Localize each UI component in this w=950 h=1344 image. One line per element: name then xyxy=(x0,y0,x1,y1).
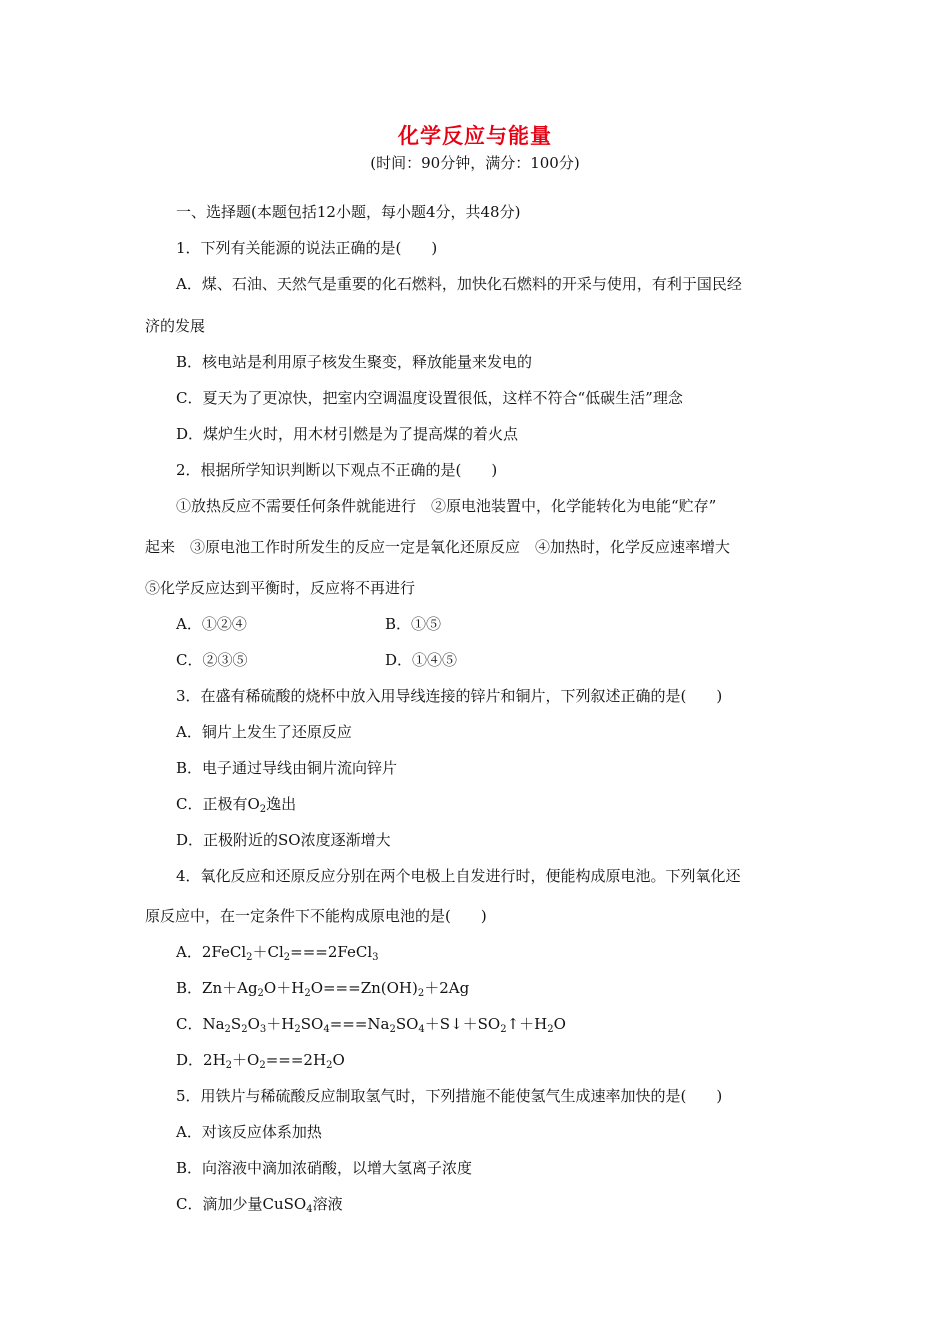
q2-statement-line-1: ①放热反应不需要任何条件就能进行 ②原电池装置中，化学能转化为电能“贮存” xyxy=(176,497,717,515)
q3-option-d: D．正极附近的SO浓度逐渐增大 xyxy=(176,831,391,849)
q5-stem: 5．用铁片与稀硫酸反应制取氢气时，下列措施不能使氢气生成速率加快的是( ) xyxy=(176,1087,723,1105)
q3-option-b: B．电子通过导线由铜片流向锌片 xyxy=(176,759,398,777)
q4-option-d: D．$2H_2+O_2===2H_2O$ xyxy=(176,1051,345,1071)
q1-option-a: A．煤、石油、天然气是重要的化石燃料，加快化石燃料的开采与使用，有利于国民经 xyxy=(176,275,742,293)
q2-option-c: C．②③⑤ xyxy=(176,651,248,669)
q5-option-c: C．滴加少量CuSO$_4$溶液 xyxy=(176,1195,343,1215)
q1-option-d: D．煤炉生火时，用木材引燃是为了提高煤的着火点 xyxy=(176,425,519,443)
q2-option-a: A．①②④ xyxy=(176,615,247,633)
q3-option-a: A．铜片上发生了还原反应 xyxy=(176,723,352,741)
q2-option-b: B．①⑤ xyxy=(385,615,442,633)
q1-stem: 1．下列有关能源的说法正确的是( ) xyxy=(176,239,438,257)
q4-option-a: A．$2FeCl_2+Cl_2===2FeCl_3$ xyxy=(176,943,379,963)
q5-option-b: B．向溶液中滴加浓硝酸，以增大氢离子浓度 xyxy=(176,1159,473,1177)
q4-stem: 4．氧化反应和还原反应分别在两个电极上自发进行时，便能构成原电池。下列氧化还 xyxy=(176,867,741,885)
q1-option-c: C．夏天为了更凉快，把室内空调温度设置很低，这样不符合“低碳生活”理念 xyxy=(176,389,683,407)
q2-option-d: D．①④⑤ xyxy=(385,651,458,669)
q1-option-a-cont: 济的发展 xyxy=(145,317,206,335)
q2-statement-line-3: ⑤化学反应达到平衡时，反应将不再进行 xyxy=(145,579,416,597)
q2-stem: 2．根据所学知识判断以下观点不正确的是( ) xyxy=(176,461,498,479)
page-title: 化学反应与能量 xyxy=(398,124,552,148)
q1-option-b: B．核电站是利用原子核发生聚变，释放能量来发电的 xyxy=(176,353,533,371)
q4-option-c: C．$Na_2S_2O_3+H_2SO_4===Na_2SO_4+S↓+SO_2↑+H_2O$ xyxy=(176,1015,566,1035)
section-heading: 一、选择题(本题包括12小题，每小题4分，共48分) xyxy=(176,203,521,221)
page-subtitle: (时间：90分钟，满分：100分) xyxy=(370,154,580,172)
q2-statement-line-2: 起来 ③原电池工作时所发生的反应一定是氧化还原反应 ④加热时，化学反应速率增大 xyxy=(145,538,731,556)
q3-stem: 3．在盛有稀硫酸的烧杯中放入用导线连接的锌片和铜片，下列叙述正确的是( ) xyxy=(176,687,723,705)
q3-option-c: C．正极有$O_2$逸出 xyxy=(176,795,297,815)
q4-stem-cont: 原反应中，在一定条件下不能构成原电池的是( ) xyxy=(145,907,487,925)
q5-option-a: A．对该反应体系加热 xyxy=(176,1123,322,1141)
q4-option-b: B．$Zn+Ag_2O+H_2O===Zn(OH)_2+2Ag$ xyxy=(176,979,470,999)
